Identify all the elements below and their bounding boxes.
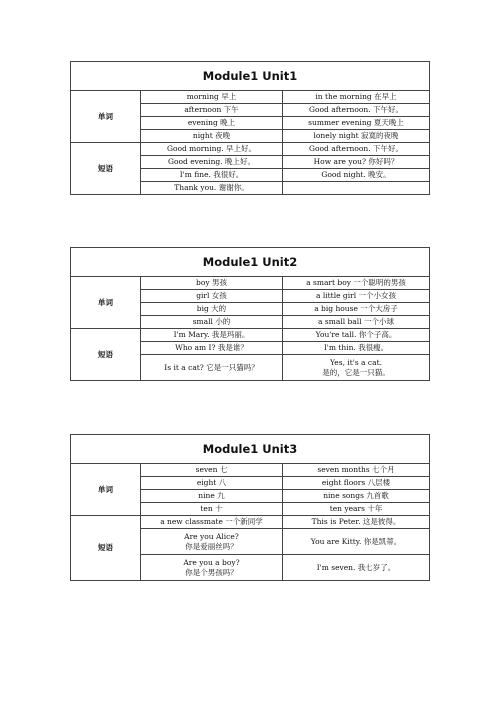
phrase-cell: This is Peter. 这是彼得。 <box>283 516 430 529</box>
word-cell: nine 九 <box>141 490 283 503</box>
word-example-cell: in the morning 在早上 <box>283 91 430 104</box>
word-example-cell: ten years 十年 <box>283 503 430 516</box>
word-example-cell: a little girl 一个小女孩 <box>283 290 430 303</box>
word-cell: girl 女孩 <box>141 290 283 303</box>
word-cell: big 大的 <box>141 303 283 316</box>
phrase-line: Are you Alice? <box>184 531 239 541</box>
word-cell: evening 晚上 <box>141 117 283 130</box>
unit-title: Module1 Unit2 <box>71 248 430 277</box>
words-label: 单词 <box>71 464 141 516</box>
word-example-cell: seven months 七个月 <box>283 464 430 477</box>
word-cell: afternoon 下午 <box>141 104 283 117</box>
word-example-cell: nine songs 九首歌 <box>283 490 430 503</box>
word-example-cell: Good afternoon. 下午好。 <box>283 104 430 117</box>
word-example-cell: lonely night 寂寞的夜晚 <box>283 130 430 143</box>
phrase-cell-empty <box>283 182 430 195</box>
phrase-cell: How are you? 你好吗？ <box>283 156 430 169</box>
words-label: 单词 <box>71 91 141 143</box>
words-label: 单词 <box>71 277 141 329</box>
unit-title: Module1 Unit3 <box>71 435 430 464</box>
phrases-label: 短语 <box>71 329 141 381</box>
word-cell: seven 七 <box>141 464 283 477</box>
phrase-cell: Good night. 晚安。 <box>283 169 430 182</box>
phrase-cell: You're tall. 你个子高。 <box>283 329 430 342</box>
phrase-cell: Is it a cat? 它是一只猫吗？ <box>141 355 283 381</box>
phrase-cell: a new classmate 一个新同学 <box>141 516 283 529</box>
unit3-table <box>70 434 429 581</box>
phrase-cell: I'm Mary. 我是玛丽。 <box>141 329 283 342</box>
word-cell: morning 早上 <box>141 91 283 104</box>
unit2-table <box>70 247 429 381</box>
phrase-cell: You are Kitty. 你是凯蒂。 <box>283 529 430 555</box>
word-cell: night 夜晚 <box>141 130 283 143</box>
phrase-cell: Good evening. 晚上好。 <box>141 156 283 169</box>
phrase-cell: I'm fine. 我很好。 <box>141 169 283 182</box>
word-cell: eight 八 <box>141 477 283 490</box>
phrase-cell: Who am I? 我是谁？ <box>141 342 283 355</box>
phrase-line: 你是爱丽丝吗？ <box>185 541 238 551</box>
phrase-line: 是的，它是一只猫。 <box>322 367 390 377</box>
word-example-cell: eight floors 八层楼 <box>283 477 430 490</box>
phrase-cell: I'm thin. 我很瘦。 <box>283 342 430 355</box>
word-example-cell: a smart boy 一个聪明的男孩 <box>283 277 430 290</box>
word-example-cell: a big house 一个大房子 <box>283 303 430 316</box>
unit-title: Module1 Unit1 <box>71 62 430 91</box>
word-example-cell: a small ball 一个小球 <box>283 316 430 329</box>
unit1-table <box>70 61 429 195</box>
phrase-cell-two-line <box>283 355 430 381</box>
phrase-cell: I'm seven. 我七岁了。 <box>283 555 430 581</box>
word-example-cell: summer evening 夏天晚上 <box>283 117 430 130</box>
phrase-cell-two-line <box>141 555 283 581</box>
phrase-cell: Good morning. 早上好。 <box>141 143 283 156</box>
phrases-label: 短语 <box>71 516 141 581</box>
phrases-label: 短语 <box>71 143 141 195</box>
phrase-cell: Good afternoon. 下午好。 <box>283 143 430 156</box>
word-cell: ten 十 <box>141 503 283 516</box>
phrase-line: 你是个男孩吗？ <box>185 567 238 577</box>
word-cell: boy 男孩 <box>141 277 283 290</box>
word-cell: small 小的 <box>141 316 283 329</box>
phrase-line: Are you a boy? <box>183 557 240 567</box>
phrase-line: Yes, it's a cat. <box>330 357 382 367</box>
phrase-cell: Thank you. 谢谢你。 <box>141 182 283 195</box>
phrase-cell-two-line <box>141 529 283 555</box>
